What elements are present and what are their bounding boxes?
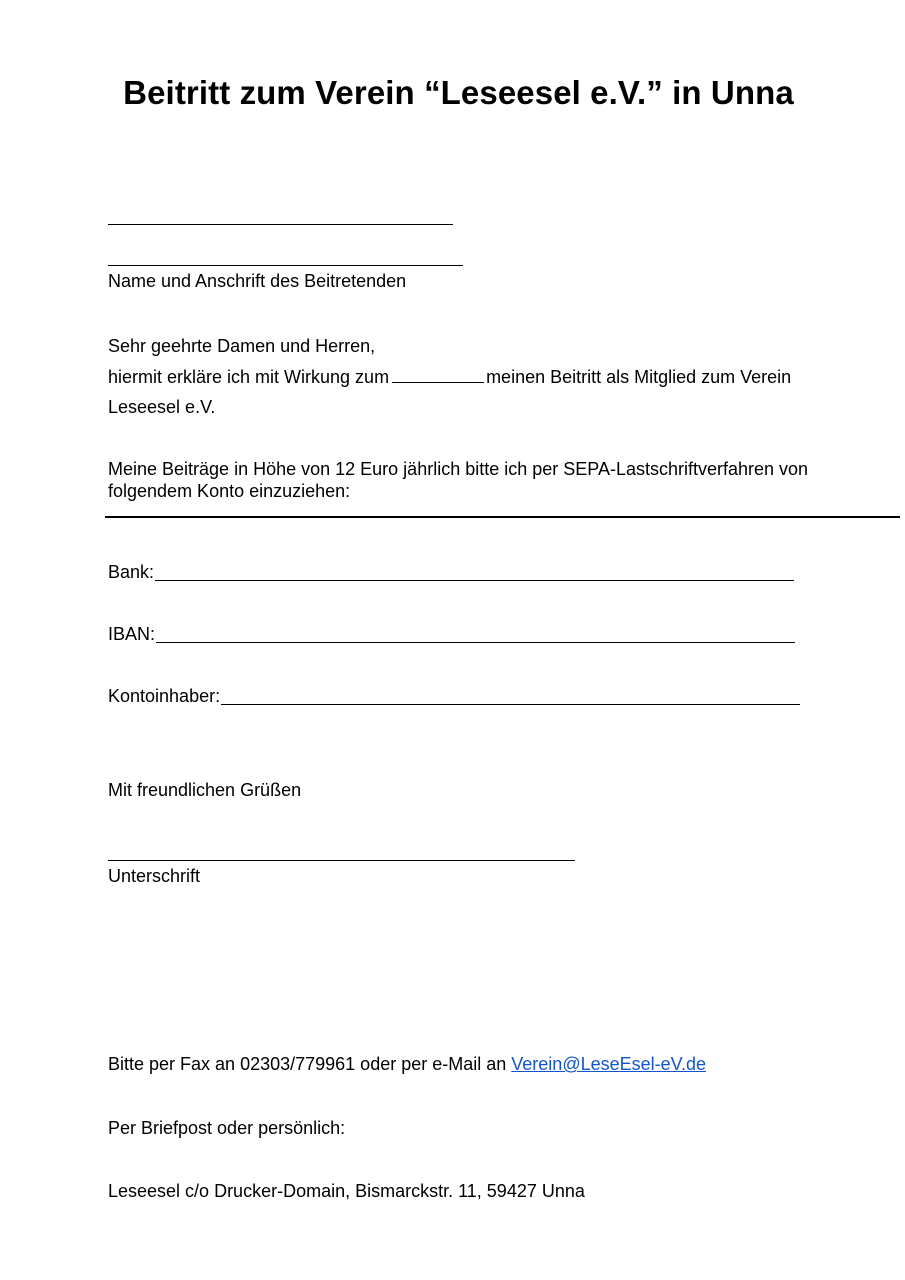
post-text: Per Briefpost oder persönlich: xyxy=(108,1118,346,1138)
account-holder-label: Kontoinhaber: xyxy=(108,686,221,706)
iban-label: IBAN: xyxy=(108,624,156,644)
name-line[interactable] xyxy=(108,224,453,225)
email-link[interactable]: Verein@LeseEsel-eV.de xyxy=(511,1054,707,1074)
sepa-text-line2: folgendem Konto einzuziehen: xyxy=(108,481,351,501)
account-holder-field[interactable] xyxy=(221,704,800,705)
sepa-text-line1: Meine Beiträge in Höhe von 12 Euro jährlich bitte ich per SEPA-Lastschriftverfahren von xyxy=(108,459,809,479)
signature-line[interactable] xyxy=(108,860,575,861)
greeting-text: Sehr geehrte Damen und Herren, xyxy=(108,336,376,356)
section-divider xyxy=(105,516,900,518)
applicant-caption: Name und Anschrift des Beitretenden xyxy=(108,271,407,291)
bank-label: Bank: xyxy=(108,562,155,582)
iban-field[interactable] xyxy=(156,642,795,643)
bank-field[interactable] xyxy=(155,580,794,581)
declaration-start: hiermit erkläre ich mit Wirkung zum xyxy=(108,367,390,387)
fax-text: Bitte per Fax an 02303/779961 oder per e-Mail an xyxy=(108,1054,507,1074)
fax-email-line xyxy=(108,1053,706,1075)
signature-caption: Unterschrift xyxy=(108,866,201,886)
page-title: Beitritt zum Verein “Leseesel e.V.” in Unna xyxy=(123,74,794,111)
address-line[interactable] xyxy=(108,265,463,266)
declaration-line xyxy=(108,365,791,388)
declaration-club: Leseesel e.V. xyxy=(108,397,216,417)
declaration-end: meinen Beitritt als Mitglied zum Verein xyxy=(486,367,792,387)
closing-text: Mit freundlichen Grüßen xyxy=(108,780,302,800)
postal-address: Leseesel c/o Drucker-Domain, Bismarckstr. 11, 59427 Unna xyxy=(108,1181,585,1201)
effective-date-blank[interactable] xyxy=(392,365,484,383)
